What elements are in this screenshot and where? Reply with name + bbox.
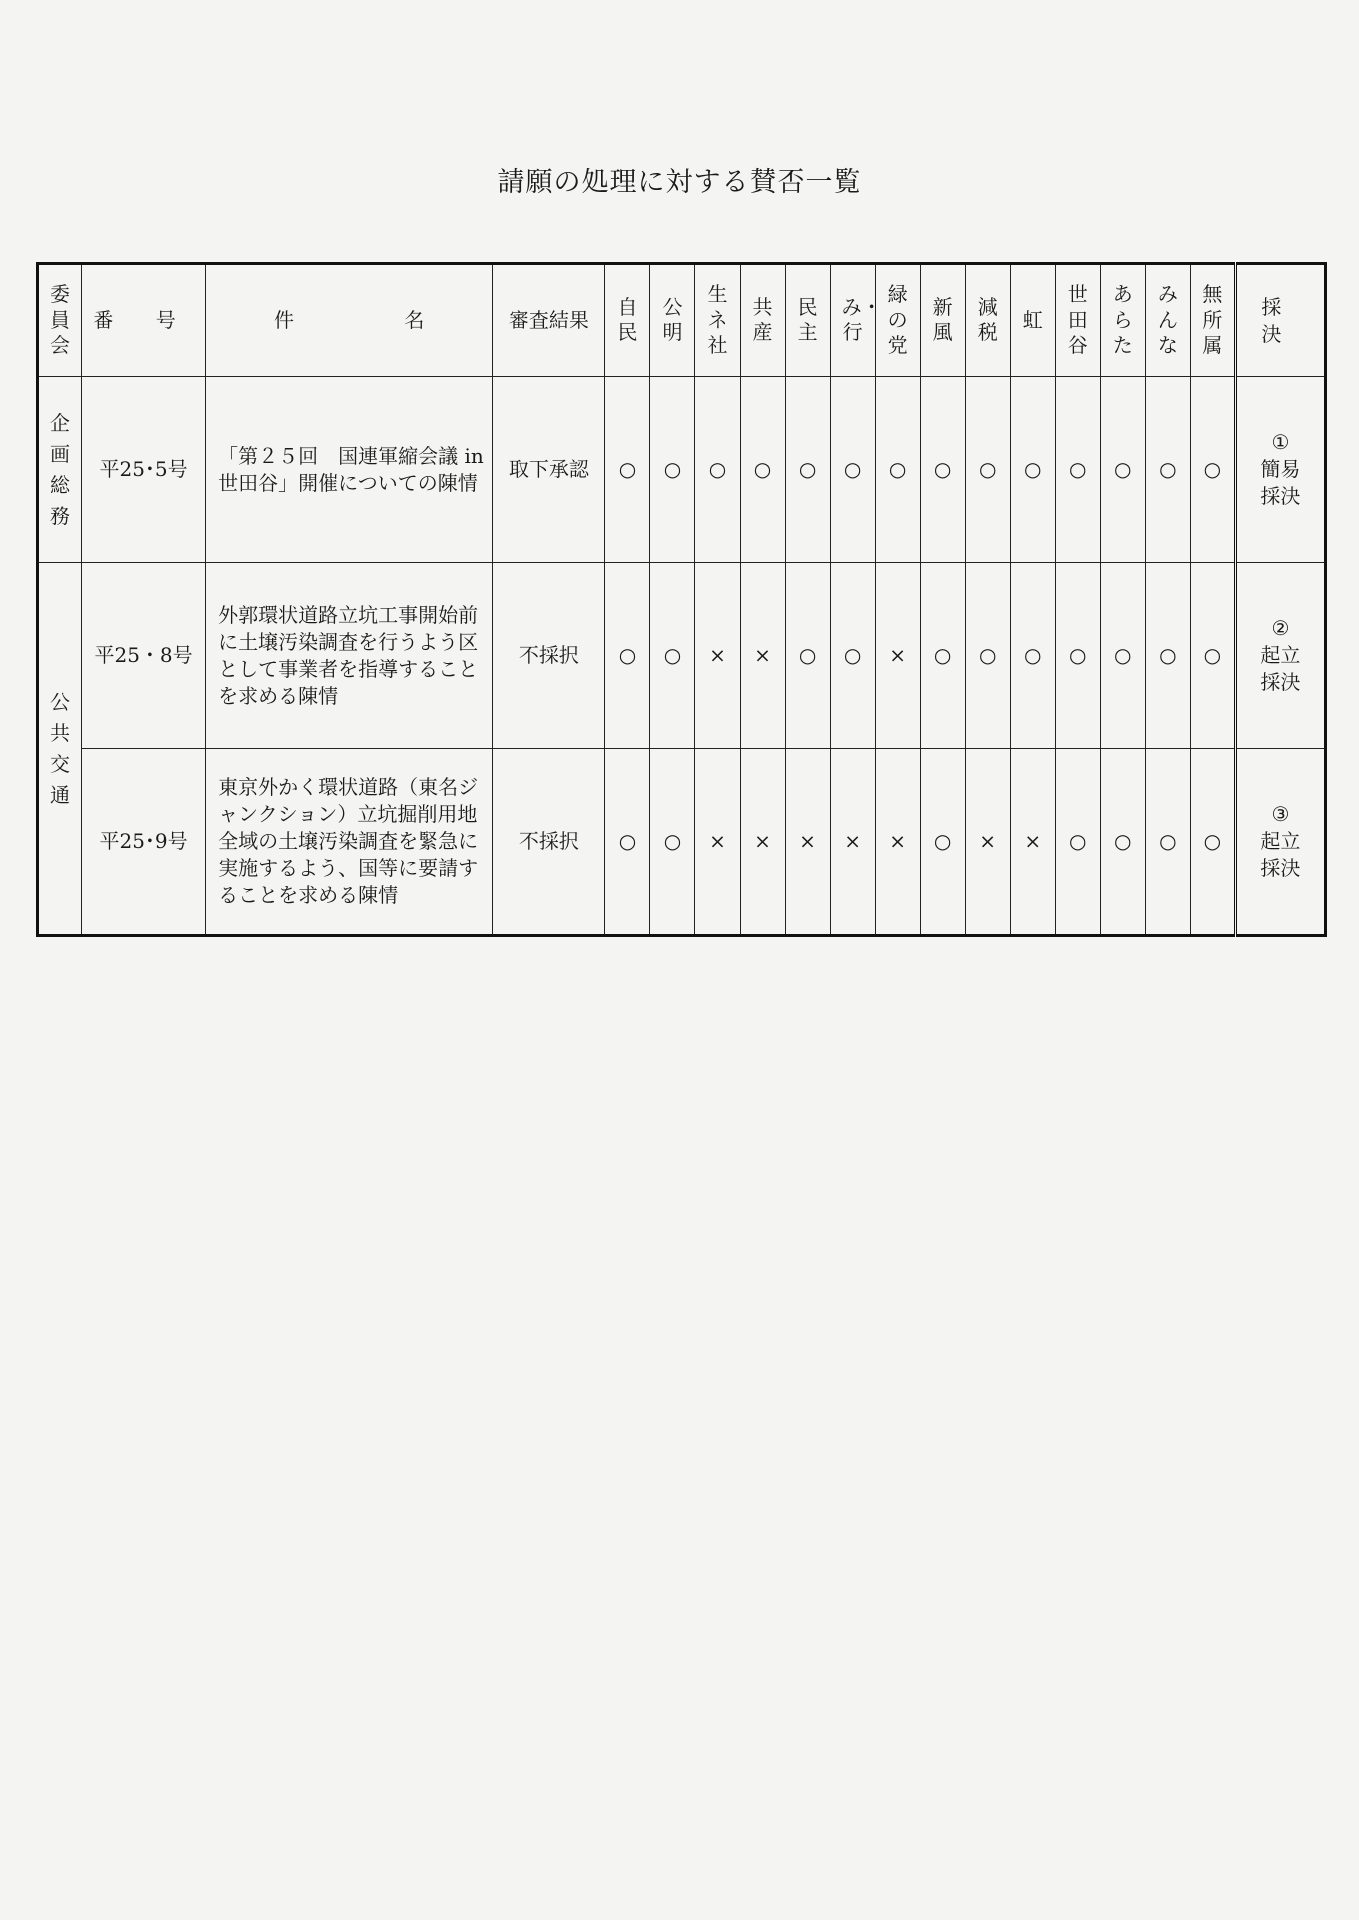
vote-mark: × [1010,749,1055,936]
vote-mark: ○ [1055,377,1100,563]
decision-number: ③ [1271,802,1290,826]
vote-table [36,262,1327,937]
petition-subject: 東京外かく環状道路（東名ジャンクション）立坑掘削用地全域の土壌汚染調査を緊急に実施するよう、国等に要請することを求める陳情 [206,749,493,936]
decision-cell [1235,749,1325,936]
vote-mark: ○ [650,749,695,936]
vote-mark: × [875,749,920,936]
vote-mark: ○ [830,563,875,749]
decision-method: 起立採決 [1260,643,1301,694]
vote-mark: ○ [920,749,965,936]
vote-mark: ○ [1010,377,1055,563]
vote-mark: × [830,749,875,936]
decision-cell [1235,563,1325,749]
committee-cell: 企画総務 [38,377,82,563]
review-result: 取下承認 [493,377,605,563]
party-header: 民主 [785,264,830,377]
committee-header: 委員会 [38,264,82,377]
vote-mark: ○ [875,377,920,563]
party-header: 生ネ社 [695,264,740,377]
vote-mark: ○ [1100,563,1145,749]
vote-mark: ○ [1190,377,1235,563]
vote-mark: ○ [1145,563,1190,749]
vote-mark: ○ [605,563,650,749]
party-header: 減税 [965,264,1010,377]
vote-mark: × [740,563,785,749]
vote-mark: ○ [1100,377,1145,563]
vote-mark: × [875,563,920,749]
vote-mark: ○ [650,377,695,563]
vote-mark: × [695,563,740,749]
vote-mark: ○ [1100,749,1145,936]
petition-subject: 「第２５回 国連軍縮会議 in 世田谷」開催についての陳情 [206,377,493,563]
petition-number: 平25･5号 [82,377,206,563]
committee-cell: 公共交通 [38,563,82,936]
vote-mark: ○ [785,563,830,749]
decision-method: 起立採決 [1260,829,1301,880]
party-header: みんな [1145,264,1190,377]
party-header: 共産 [740,264,785,377]
table-row [38,377,1326,563]
vote-mark: ○ [965,377,1010,563]
subject-header: 件 名 [206,264,493,377]
petition-subject: 外郭環状道路立坑工事開始前に土壌汚染調査を行うよう区として事業者を指導することを求める陳情 [206,563,493,749]
vote-mark: × [740,749,785,936]
result-header: 審査結果 [493,264,605,377]
petition-number: 平25・8号 [82,563,206,749]
party-header: 公明 [650,264,695,377]
decision-number: ① [1271,430,1290,454]
table-row [38,563,1326,749]
table-row [38,749,1326,936]
party-header: 新風 [920,264,965,377]
vote-mark: ○ [695,377,740,563]
party-header: 世田谷 [1055,264,1100,377]
vote-mark: × [965,749,1010,936]
decision-number: ② [1271,616,1290,640]
vote-mark: ○ [740,377,785,563]
party-header: あらた [1100,264,1145,377]
vote-mark: ○ [785,377,830,563]
decision-method: 簡易採決 [1260,457,1301,508]
party-header: 緑の党 [875,264,920,377]
review-result: 不採択 [493,749,605,936]
number-header: 番 号 [82,264,206,377]
vote-mark: ○ [1145,377,1190,563]
vote-mark: ○ [1145,749,1190,936]
vote-mark: × [785,749,830,936]
decision-header: 採 決 [1235,264,1325,377]
review-result: 不採択 [493,563,605,749]
party-header: 無所属 [1190,264,1235,377]
petition-number: 平25･9号 [82,749,206,936]
vote-mark: ○ [605,749,650,936]
party-header: 虹 [1010,264,1055,377]
vote-mark: ○ [1190,749,1235,936]
vote-mark: ○ [1055,749,1100,936]
vote-mark: ○ [650,563,695,749]
vote-mark: × [695,749,740,936]
vote-mark: ○ [1010,563,1055,749]
vote-mark: ○ [605,377,650,563]
vote-mark: ○ [1190,563,1235,749]
party-header: 自民 [605,264,650,377]
vote-mark: ○ [920,377,965,563]
vote-mark: ○ [920,563,965,749]
vote-mark: ○ [965,563,1010,749]
decision-cell [1235,377,1325,563]
vote-mark: ○ [1055,563,1100,749]
page-title: 請願の処理に対する賛否一覧 [497,167,862,198]
vote-mark: ○ [830,377,875,563]
header-row [38,264,1326,377]
party-header: み・行 [830,264,875,377]
